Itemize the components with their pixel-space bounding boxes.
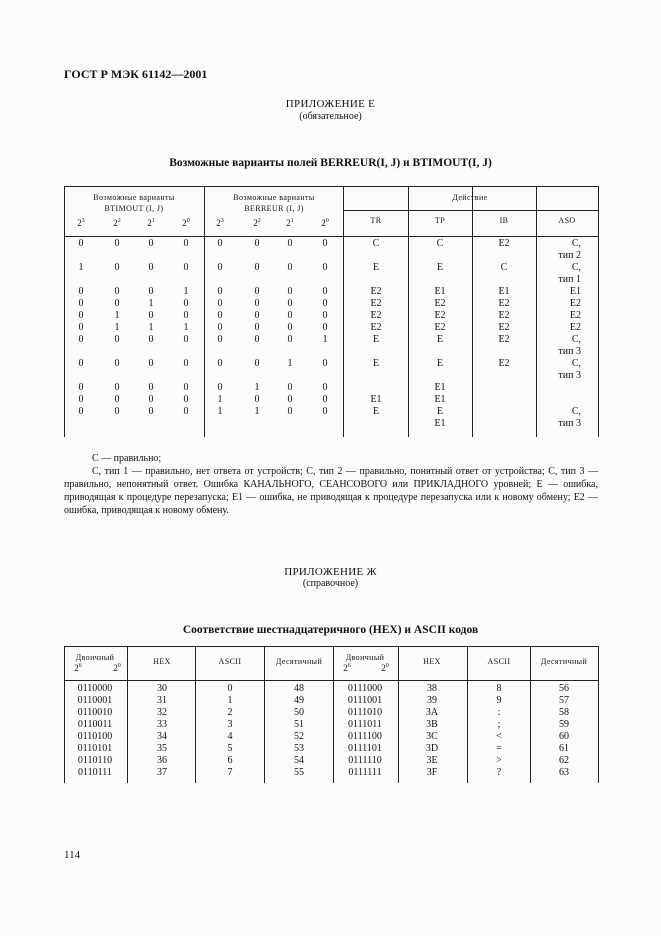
pow-exp: 6	[78, 663, 82, 669]
btimout-bit-cell: 1	[148, 298, 154, 309]
btimout-bit-cell: 0	[148, 406, 154, 417]
btimout-bit-cell: 0	[78, 382, 84, 393]
binary-pow-left	[332, 662, 362, 674]
action-aso-cell: тип 3	[558, 370, 581, 381]
berreur-bit-cell: 0	[322, 310, 328, 321]
code-bin2-cell: 0111010	[347, 707, 383, 718]
code-dec2-cell: 60	[559, 731, 569, 742]
code-ascii2-cell: 8	[496, 683, 502, 694]
binary-pow-right	[102, 662, 132, 674]
action-tp-cell: E1	[434, 382, 446, 393]
berreur-bit-cell: 0	[322, 298, 328, 309]
btimout-bit-cell: 0	[183, 406, 189, 417]
pow-base: 2	[381, 663, 386, 673]
btimout-bit-cell: 0	[78, 298, 84, 309]
action-tr-cell: E2	[370, 286, 382, 297]
code-dec2-cell: 56	[559, 683, 569, 694]
btimout-bit-cell: 0	[148, 394, 154, 405]
btimout-bit-cell: 1	[183, 322, 189, 333]
code-hex2-cell: 3E	[426, 755, 438, 766]
note-line: С, тип 1 — правильно, нет ответа от устройств; С, тип 2 — правильно, понятный ответ от устройства; С, тип 3 — правильно, непонятный ответ. Ошибка КАНАЛЬНОГО, СЕАНСОВОГО или ПРИКЛАДНОГО уровней; Е — ошибка, приводящая к процедуре перезапуска; Е1 — ошибка, не приводящая к процедуре перезапуска или к новому обмену; Е2 — ошибка, приводящая к новому обмену.	[64, 466, 598, 516]
code-hex-cell: 37	[157, 767, 167, 778]
col-header-hex-2: HEX	[423, 657, 441, 666]
berreur-header-line2: BERREUR (I, J)	[244, 204, 304, 213]
action-aso-cell: C,	[571, 406, 581, 417]
code-hex-cell: 32	[157, 707, 167, 718]
berreur-bit-cell: 0	[217, 238, 223, 249]
code-bin2-cell: 0111011	[348, 719, 382, 730]
doc-header: ГОСТ Р МЭК 61142—2001	[64, 67, 208, 81]
berreur-bit-cell: 0	[322, 238, 328, 249]
action-tp-cell: E2	[434, 310, 446, 321]
btimout-bit-cell: 0	[78, 394, 84, 405]
code-ascii-cell: 3	[227, 719, 233, 730]
appendix-zh-title: ПРИЛОЖЕНИЕ Ж	[284, 566, 377, 578]
btimout-bit-cell: 0	[148, 382, 154, 393]
action-aso-cell: тип 3	[558, 346, 581, 357]
action-tp-cell: E	[436, 262, 444, 273]
code-hex-cell: 34	[157, 731, 167, 742]
code-bin2-cell: 0111000	[347, 683, 383, 694]
btimout-bit-cell: 0	[114, 298, 120, 309]
code-bin-cell: 0110111	[78, 767, 112, 778]
code-bin2-cell: 0111001	[347, 695, 383, 706]
col-header-decimal-2: Десятичный	[540, 657, 588, 666]
btimout-bit-cell: 0	[148, 334, 154, 345]
pow-base: 2	[343, 663, 348, 673]
berreur-bit-cell: 1	[254, 406, 260, 417]
berreur-bit-cell: 0	[254, 262, 260, 273]
action-aso-cell: тип 1	[558, 274, 581, 285]
btimout-bit-cell: 0	[114, 394, 120, 405]
action-aso-cell: E2	[569, 322, 581, 333]
berreur-bit-cell: 1	[217, 406, 223, 417]
btimout-bit-cell: 0	[78, 334, 84, 345]
berreur-bit-cell: 0	[287, 382, 293, 393]
action-aso-cell: E2	[569, 298, 581, 309]
code-hex2-cell: 3B	[426, 719, 438, 730]
code-dec-cell: 55	[294, 767, 304, 778]
action-tp-cell: E	[436, 406, 444, 417]
berreur-bit-cell: 0	[322, 262, 328, 273]
code-hex2-cell: 3F	[426, 767, 438, 778]
pow-exp: 1	[290, 218, 294, 224]
code-bin-cell: 0110100	[77, 731, 113, 742]
action-header: Действие	[452, 193, 488, 202]
code-ascii2-cell: <	[496, 731, 502, 742]
code-hex-cell: 31	[157, 695, 167, 706]
berreur-bit-cell: 0	[217, 382, 223, 393]
code-ascii-cell: 7	[227, 767, 233, 778]
berreur-bit-cell: 0	[217, 298, 223, 309]
table-hline	[64, 680, 599, 681]
btimout-bit-cell: 0	[114, 334, 120, 345]
action-tp-cell: E	[436, 358, 444, 369]
action-col-header-tp: TP	[434, 216, 446, 225]
code-ascii2-cell: :	[497, 707, 501, 718]
code-bin-cell: 0110001	[77, 695, 113, 706]
btimout-bit-cell: 0	[183, 394, 189, 405]
btimout-bit-cell: 0	[114, 262, 120, 273]
btimout-bit-cell: 0	[148, 262, 154, 273]
btimout-bit-cell: 0	[183, 298, 189, 309]
action-aso-cell: E2	[569, 310, 581, 321]
pow-exp: 0	[117, 663, 121, 669]
code-hex2-cell: 38	[427, 683, 437, 694]
btimout-bit-cell: 0	[78, 322, 84, 333]
action-tr-cell: E	[372, 262, 380, 273]
berreur-bit-cell: 0	[287, 322, 293, 333]
table-vline	[264, 646, 265, 783]
berreur-bit-cell: 0	[322, 286, 328, 297]
action-aso-cell: C,	[571, 262, 581, 273]
berreur-bit-cell: 0	[322, 322, 328, 333]
btimout-bit-cell: 1	[183, 286, 189, 297]
col-header-binary-2: Двоичный	[345, 653, 385, 662]
berreur-bit-cell: 0	[217, 322, 223, 333]
btimout-bit-cell: 1	[114, 322, 120, 333]
pow-exp: 0	[186, 218, 190, 224]
code-hex2-cell: 3D	[425, 743, 439, 754]
code-bin-cell: 0110010	[77, 707, 113, 718]
pow-exp: 1	[151, 218, 155, 224]
berreur-bit-cell: 0	[217, 334, 223, 345]
table-vline	[195, 646, 196, 783]
action-tr-cell: E	[372, 334, 380, 345]
action-col-header-aso: ASO	[558, 216, 576, 225]
pow-base: 2	[182, 218, 187, 228]
berreur-bit-cell: 0	[322, 406, 328, 417]
code-bin2-cell: 0111111	[348, 767, 382, 778]
action-tr-cell: E2	[370, 298, 382, 309]
btimout-bit-cell: 0	[148, 358, 154, 369]
berreur-bit-cell: 0	[287, 334, 293, 345]
berreur-bit-cell: 0	[287, 262, 293, 273]
binary-pow-right	[370, 662, 400, 674]
berreur-bit-cell: 0	[322, 382, 328, 393]
action-aso-cell: C,	[571, 334, 581, 345]
berreur-bit-cell: 0	[217, 286, 223, 297]
berreur-bit-cell: 0	[287, 286, 293, 297]
col-header-hex: HEX	[153, 657, 171, 666]
btimout-bit-cell: 0	[78, 286, 84, 297]
btimout-bit-cell: 0	[78, 310, 84, 321]
action-tr-cell: E	[372, 406, 380, 417]
berreur-bit-cell: 1	[217, 394, 223, 405]
btimout-bit-cell: 0	[183, 334, 189, 345]
page-number: 114	[64, 849, 81, 861]
col-header-decimal: Десятичный	[275, 657, 323, 666]
btimout-header-line1: Возможные варианты	[93, 193, 175, 202]
btimout-bit-cell: 1	[78, 262, 84, 273]
action-tp-cell: E1	[434, 394, 446, 405]
btimout-header-line2: BTIMOUT (I, J)	[104, 204, 164, 213]
code-dec-cell: 53	[294, 743, 304, 754]
code-ascii-cell: 1	[227, 695, 233, 706]
code-bin2-cell: 0111110	[348, 755, 382, 766]
code-hex2-cell: 3A	[425, 707, 439, 718]
code-ascii2-cell: ;	[497, 719, 501, 730]
pow-base: 2	[286, 218, 291, 228]
code-hex-cell: 33	[157, 719, 167, 730]
code-bin-cell: 0110101	[77, 743, 113, 754]
code-hex-cell: 36	[157, 755, 167, 766]
code-hex2-cell: 39	[427, 695, 437, 706]
btimout-bit-cell: 0	[148, 238, 154, 249]
pow-base: 2	[77, 218, 82, 228]
action-ib-cell: E2	[498, 322, 510, 333]
pow-base: 2	[113, 218, 118, 228]
btimout-bit-cell: 0	[78, 358, 84, 369]
pow-exp: 3	[220, 218, 224, 224]
berreur-bit-cell: 0	[217, 310, 223, 321]
btimout-bit-cell: 0	[114, 382, 120, 393]
action-tp-cell: E2	[434, 298, 446, 309]
action-aso-cell: тип 3	[558, 418, 581, 429]
berreur-bit-cell: 0	[287, 298, 293, 309]
btimout-bit-cell: 0	[114, 358, 120, 369]
table-vline	[598, 646, 599, 783]
action-tr-cell: E2	[370, 310, 382, 321]
pow-exp: 0	[325, 218, 329, 224]
action-ib-cell: E2	[498, 358, 510, 369]
pow-base: 2	[147, 218, 152, 228]
action-ib-cell: E1	[498, 286, 510, 297]
action-tr-cell: E1	[370, 394, 382, 405]
action-aso-cell: C,	[571, 358, 581, 369]
berreur-bit-cell: 0	[322, 394, 328, 405]
btimout-bit-cell: 0	[183, 382, 189, 393]
binary-pow-left	[63, 662, 93, 674]
code-dec2-cell: 58	[559, 707, 569, 718]
btimout-bit-cell: 0	[114, 286, 120, 297]
berreur-bit-cell: 0	[254, 358, 260, 369]
code-ascii-cell: 6	[227, 755, 233, 766]
berreur-bit-cell: 1	[322, 334, 328, 345]
action-tr-cell: C	[372, 238, 380, 249]
code-dec-cell: 50	[294, 707, 304, 718]
btimout-bit-cell: 0	[148, 286, 154, 297]
btimout-bit-cell: 0	[183, 310, 189, 321]
action-col-header-ib: IB	[499, 216, 509, 225]
berreur-bit-cell: 0	[254, 310, 260, 321]
action-tp-cell: E1	[434, 286, 446, 297]
pow-exp: 0	[385, 663, 389, 669]
action-ib-cell: C	[500, 262, 508, 273]
berreur-bit-cell: 0	[287, 238, 293, 249]
pow-exp: 2	[257, 218, 261, 224]
code-dec2-cell: 61	[559, 743, 569, 754]
appendix-zh-subtitle: (справочное)	[302, 578, 359, 589]
table-zh-title: Соответствие шестнадцатеричного (HEX) и ASCII кодов	[182, 624, 479, 636]
code-ascii2-cell: =	[496, 743, 502, 754]
btimout-bit-cell: 0	[183, 358, 189, 369]
action-aso-cell: E1	[569, 286, 581, 297]
action-ib-cell: E2	[498, 310, 510, 321]
berreur-bit-cell: 0	[254, 286, 260, 297]
berreur-header-line1: Возможные варианты	[233, 193, 315, 202]
col-header-ascii: ASCII	[218, 657, 242, 666]
pow-exp: 3	[81, 218, 85, 224]
berreur-bit-cell: 0	[217, 262, 223, 273]
action-tp-cell: E	[436, 334, 444, 345]
code-ascii-cell: 0	[227, 683, 233, 694]
action-tp-cell: E1	[434, 418, 446, 429]
btimout-bit-cell: 0	[148, 310, 154, 321]
pow-base: 2	[253, 218, 258, 228]
berreur-bit-cell: 0	[322, 358, 328, 369]
action-ib-cell: E2	[498, 298, 510, 309]
pow-exp: 6	[347, 663, 351, 669]
pow-base: 2	[113, 663, 118, 673]
berreur-bit-cell: 0	[254, 298, 260, 309]
berreur-bit-cell: 0	[254, 394, 260, 405]
btimout-bit-cell: 1	[148, 322, 154, 333]
berreur-bit-cell: 0	[217, 358, 223, 369]
berreur-bit-cell: 1	[254, 382, 260, 393]
col-header-binary: Двоичный	[75, 653, 115, 662]
action-ib-cell: E2	[498, 334, 510, 345]
btimout-bit-cell: 0	[183, 262, 189, 273]
berreur-bit-cell: 0	[287, 394, 293, 405]
code-dec2-cell: 63	[559, 767, 569, 778]
btimout-bit-cell: 0	[183, 238, 189, 249]
code-bin2-cell: 0111101	[348, 743, 382, 754]
col-header-ascii-2: ASCII	[487, 657, 511, 666]
action-tp-cell: E2	[434, 322, 446, 333]
berreur-bit-cell: 1	[287, 358, 293, 369]
berreur-bit-cell: 0	[287, 310, 293, 321]
btimout-bit-cell: 0	[78, 238, 84, 249]
appendix-e-subtitle: (обязательное)	[299, 111, 362, 122]
code-dec2-cell: 59	[559, 719, 569, 730]
btimout-bit-cell: 0	[114, 238, 120, 249]
table-e-title: Возможные варианты полей BERREUR(I, J) и BTIMOUT(I, J)	[169, 157, 492, 169]
code-ascii2-cell: >	[496, 755, 502, 766]
btimout-bit-cell: 1	[114, 310, 120, 321]
code-bin2-cell: 0111100	[348, 731, 382, 742]
code-bin-cell: 0110110	[77, 755, 113, 766]
code-dec-cell: 54	[294, 755, 304, 766]
code-ascii2-cell: 9	[496, 695, 502, 706]
btimout-bit-cell: 0	[114, 406, 120, 417]
code-dec-cell: 49	[294, 695, 304, 706]
code-bin-cell: 0110000	[77, 683, 113, 694]
pow-base: 2	[216, 218, 221, 228]
code-hex-cell: 35	[157, 743, 167, 754]
btimout-bit-cell: 0	[78, 406, 84, 417]
action-aso-cell: тип 2	[558, 250, 581, 261]
action-tr-cell: E	[372, 358, 380, 369]
pow-exp: 2	[117, 218, 121, 224]
action-tr-cell: E2	[370, 322, 382, 333]
berreur-bit-cell: 0	[254, 238, 260, 249]
appendix-e-title: ПРИЛОЖЕНИЕ Е	[285, 98, 376, 110]
code-ascii-cell: 2	[227, 707, 233, 718]
pow-base: 2	[74, 663, 79, 673]
table-hline	[64, 646, 599, 647]
note-line: С — правильно;	[92, 453, 162, 464]
berreur-bit-cell: 0	[254, 322, 260, 333]
action-tp-cell: C	[436, 238, 444, 249]
code-ascii-cell: 4	[227, 731, 233, 742]
code-ascii2-cell: ?	[496, 767, 502, 778]
code-dec-cell: 51	[294, 719, 304, 730]
pow-base: 2	[321, 218, 326, 228]
code-ascii-cell: 5	[227, 743, 233, 754]
action-col-header-tr: TR	[370, 216, 382, 225]
code-hex-cell: 30	[157, 683, 167, 694]
code-dec2-cell: 62	[559, 755, 569, 766]
action-aso-cell: C,	[571, 238, 581, 249]
code-dec-cell: 48	[294, 683, 304, 694]
berreur-bit-cell: 0	[254, 334, 260, 345]
code-hex2-cell: 3C	[426, 731, 438, 742]
berreur-bit-cell: 0	[287, 406, 293, 417]
code-dec-cell: 52	[294, 731, 304, 742]
code-bin-cell: 0110011	[77, 719, 113, 730]
action-ib-cell: E2	[498, 238, 510, 249]
code-dec2-cell: 57	[559, 695, 569, 706]
